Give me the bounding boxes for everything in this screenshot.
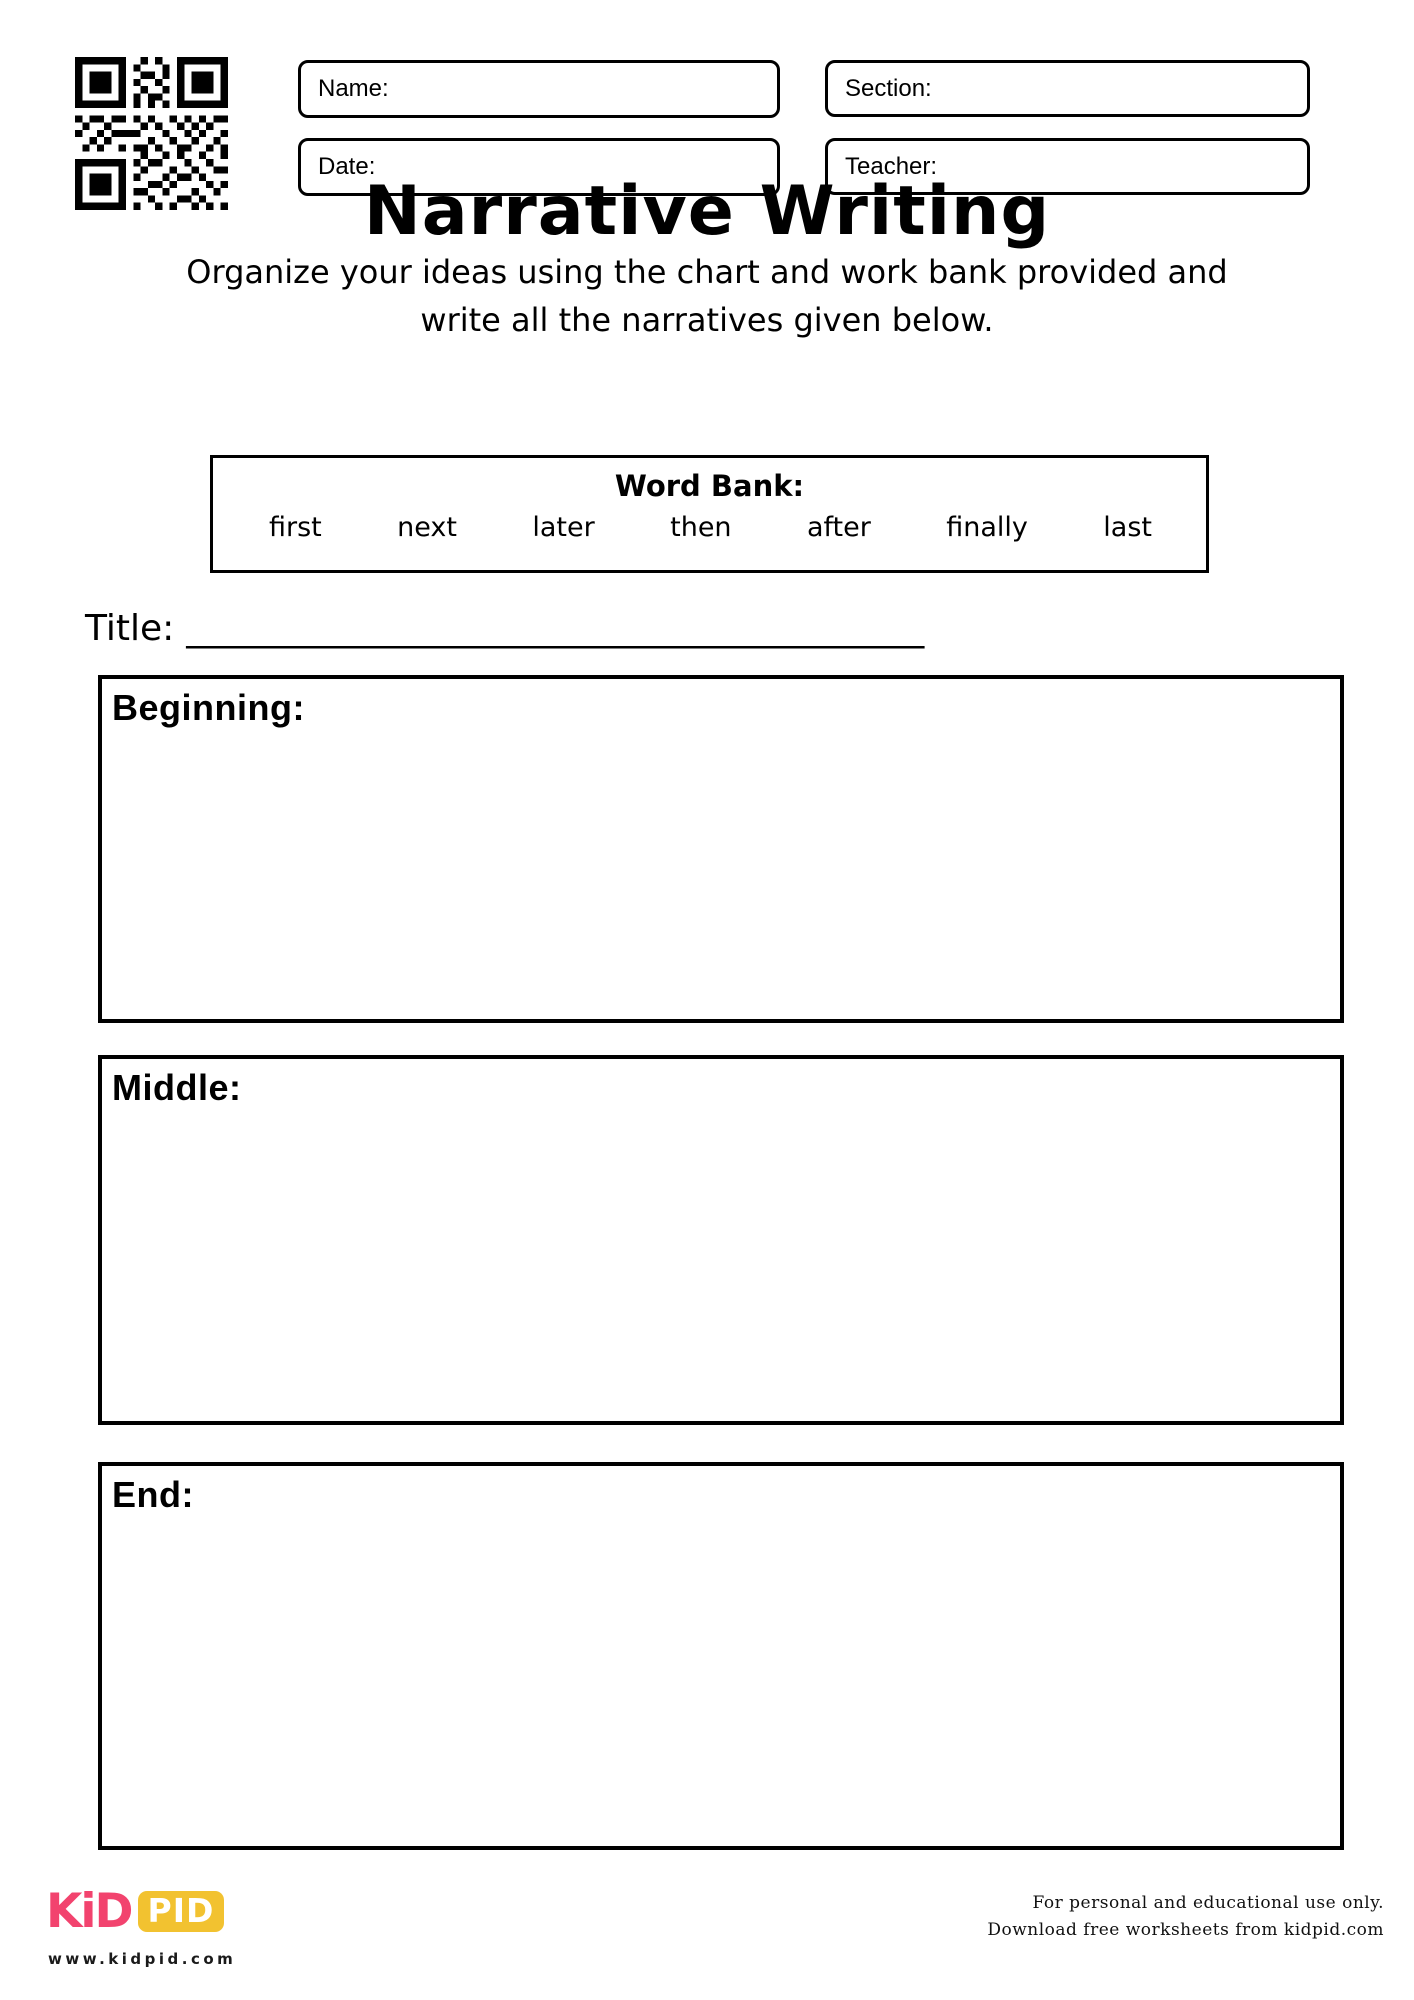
beginning-writing-box[interactable] <box>98 675 1344 1023</box>
section-field[interactable] <box>825 60 1310 117</box>
instructions-line-2: write all the narratives given below. <box>420 301 994 339</box>
word-bank-title: Word Bank: <box>614 469 805 503</box>
instructions-text <box>0 248 1414 344</box>
middle-writing-box[interactable] <box>98 1055 1344 1425</box>
logo-pid-badge: PID <box>138 1891 225 1932</box>
word-bank-word: last <box>1103 512 1152 543</box>
story-title-blank[interactable]: _________________________________________ <box>186 608 925 649</box>
word-bank-word: later <box>532 512 595 543</box>
end-label: End: <box>112 1474 194 1515</box>
section-label: Section: <box>845 74 932 102</box>
story-title-label: Title: <box>85 608 175 649</box>
word-bank-box <box>210 455 1209 573</box>
word-bank-word: after <box>806 512 871 543</box>
page-title: Narrative Writing <box>363 172 1051 251</box>
word-bank-word: first <box>269 512 322 543</box>
word-bank-word: next <box>397 512 457 543</box>
middle-label: Middle: <box>112 1067 242 1108</box>
name-label: Name: <box>318 75 389 102</box>
teacher-label: Teacher: <box>845 152 938 180</box>
logo-kid-text: KiD <box>46 1884 132 1939</box>
usage-note-line-2: Download free worksheets from kidpid.com <box>987 1920 1384 1941</box>
date-label: Date: <box>318 153 376 180</box>
end-writing-box[interactable] <box>98 1462 1344 1850</box>
usage-note-line-1: For personal and educational use only. <box>1032 1893 1384 1913</box>
word-bank-word: finally <box>946 512 1028 543</box>
usage-note <box>987 1890 1384 1944</box>
instructions-line-1: Organize your ideas using the chart and work bank provided and <box>186 253 1228 291</box>
kidpid-logo <box>46 1884 224 1939</box>
beginning-label: Beginning: <box>112 687 305 728</box>
story-title-line <box>85 608 924 649</box>
website-url: www.kidpid.com <box>48 1950 237 1968</box>
word-bank-words <box>213 503 1206 543</box>
word-bank-word: then <box>670 512 732 543</box>
name-field[interactable] <box>298 60 780 118</box>
